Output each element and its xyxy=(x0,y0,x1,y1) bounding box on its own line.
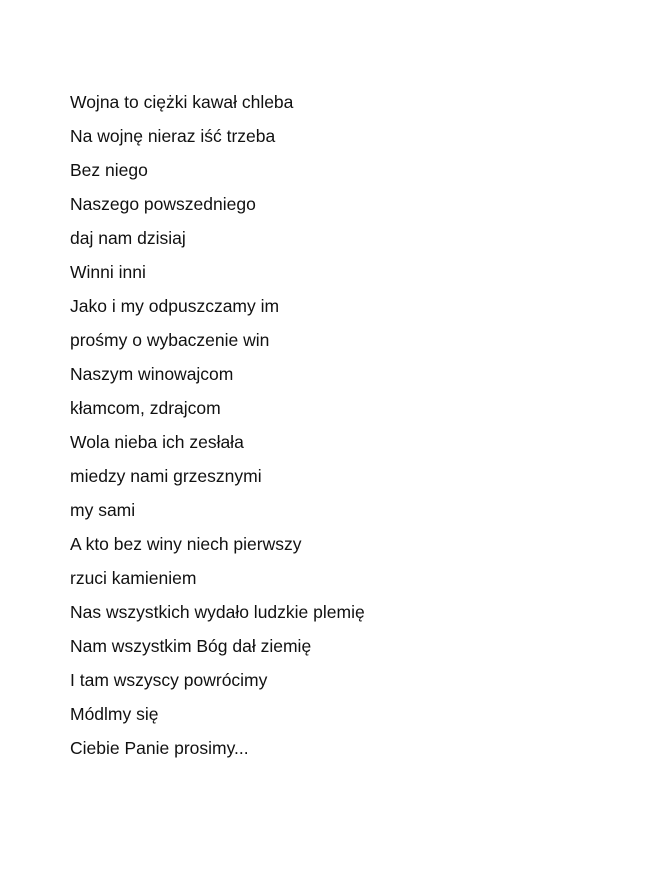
poem-line: Nam wszystkim Bóg dał ziemię xyxy=(70,636,312,656)
poem-line: Nas wszystkich wydało ludzkie plemię xyxy=(70,602,365,622)
poem-line: prośmy o wybaczenie win xyxy=(70,330,270,350)
poem-line: Naszego powszedniego xyxy=(70,194,256,214)
poem-line: I tam wszyscy powrócimy xyxy=(70,670,268,690)
poem-line: A kto bez winy niech pierwszy xyxy=(70,534,302,554)
poem-line: daj nam dzisiaj xyxy=(70,228,186,248)
poem-line: Na wojnę nieraz iść trzeba xyxy=(70,126,276,146)
poem-line: Winni inni xyxy=(70,262,146,282)
poem-line: Bez niego xyxy=(70,160,148,180)
poem-line: Jako i my odpuszczamy im xyxy=(70,296,280,316)
poem-line: Ciebie Panie prosimy... xyxy=(70,738,249,758)
poem-line: miedzy nami grzesznymi xyxy=(70,466,262,486)
poem-line: Módlmy się xyxy=(70,704,159,724)
poem-line: my sami xyxy=(70,500,136,520)
poem-line: Wola nieba ich zesłała xyxy=(70,432,244,452)
poem-line: kłamcom, zdrajcom xyxy=(70,398,221,418)
poem-line: Wojna to ciężki kawał chleba xyxy=(70,92,294,112)
poem-line: Naszym winowajcom xyxy=(70,364,234,384)
poem-line: rzuci kamieniem xyxy=(70,568,197,588)
poem-text xyxy=(70,89,365,769)
